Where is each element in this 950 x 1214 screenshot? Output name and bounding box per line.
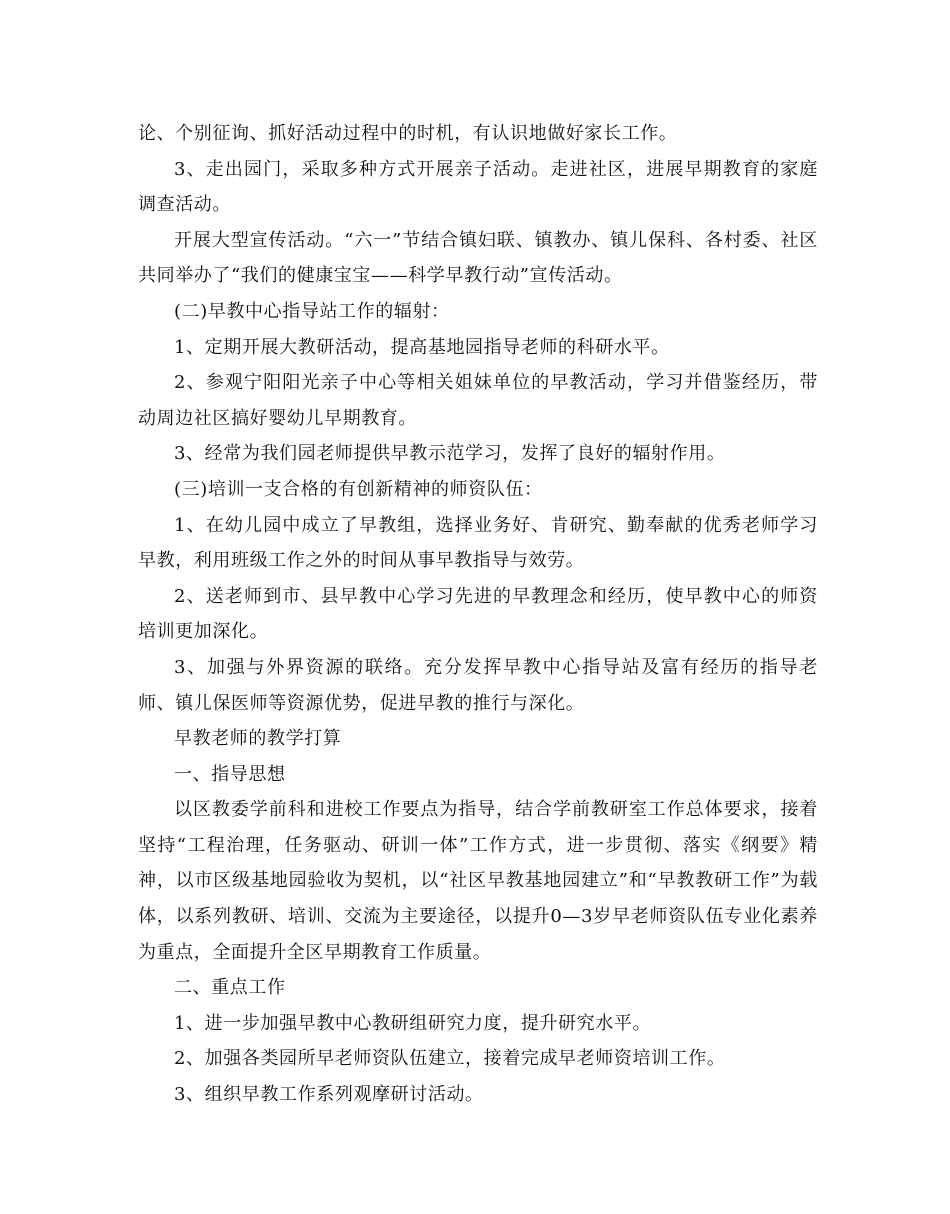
paragraph: 论、个别征询、抓好活动过程中的时机，有认识地做好家长工作。	[138, 123, 678, 144]
paragraph: 2、加强各类园所早老师资队伍建立，接着完成早老师资培训工作。	[174, 1048, 726, 1070]
section-heading: 一、指导思想	[174, 763, 286, 785]
paragraph: 1、定期开展大教研活动，提高基地园指导老师的科研水平。	[174, 336, 670, 358]
paragraph: 2、送老师到市、县早教中心学习先进的早教理念和经历，使早教中心的师资培训更加深化。	[138, 585, 818, 643]
paragraph: 3、加强与外界资源的联络。充分发挥早教中心指导站及富有经历的指导老师、镇儿保医师等资源优势，促进早教的推行与深化。	[138, 656, 818, 714]
section-heading: 二、重点工作	[174, 977, 286, 999]
document-body	[138, 116, 818, 1113]
paragraph: 3、走出园门，采取多种方式开展亲子活动。走进社区，进展早期教育的家庭调查活动。	[138, 158, 818, 216]
paragraph: 1、在幼儿园中成立了早教组，选择业务好、肯研究、勤奉献的优秀老师学习早教，利用班级工作之外的时间从事早教指导与效劳。	[138, 514, 818, 572]
paragraph: 以区教委学前科和进校工作要点为指导，结合学前教研室工作总体要求，接着坚持“工程治理，任务驱动、研训一体”工作方式，进一步贯彻、落实《纲要》精神，以市区级基地园验收为契机，以“社区早教基地园建立”和“早教教研工作”为载体，以系列教研、培训、交流为主要途径，以提升0—3岁早老师资队伍专业化素养为重点，全面提升全区早期教育工作质量。	[138, 799, 818, 963]
section-heading: (三)培训一支合格的有创新精神的师资队伍：	[174, 478, 543, 500]
paragraph: 3、经常为我们园老师提供早教示范学习，发挥了良好的辐射作用。	[174, 443, 726, 465]
paragraph: 3、组织早教工作系列观摩研讨活动。	[174, 1084, 484, 1106]
document-title: 早教老师的教学打算	[174, 728, 342, 750]
paragraph: 1、进一步加强早教中心教研组研究力度，提升研究水平。	[174, 1012, 652, 1034]
section-heading: (二)早教中心指导站工作的辐射：	[174, 300, 450, 322]
paragraph: 开展大型宣传活动。“六一”节结合镇妇联、镇教办、镇儿保科、各村委、社区共同举办了“我们的健康宝宝——科学早教行动”宣传活动。	[138, 229, 818, 287]
paragraph: 2、参观宁阳阳光亲子中心等相关姐妹单位的早教活动，学习并借鉴经历，带动周边社区搞好婴幼儿早期教育。	[138, 372, 818, 429]
